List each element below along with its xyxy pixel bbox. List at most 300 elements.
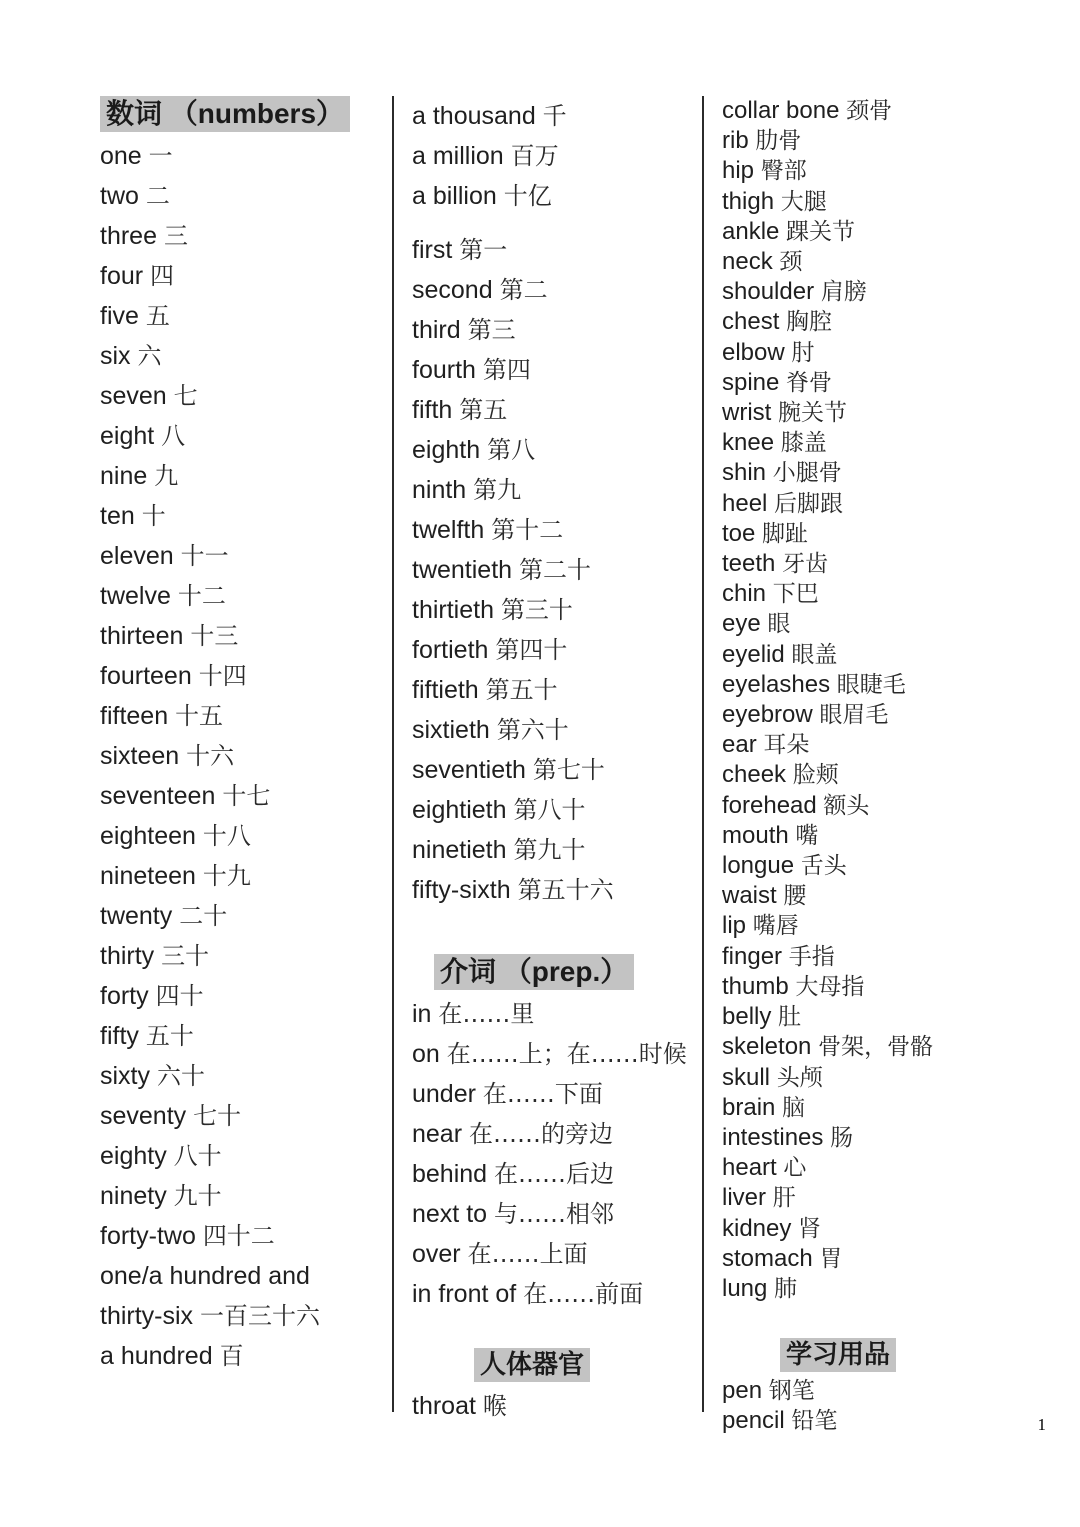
entry-english: one/a hundred and: [100, 1262, 310, 1291]
entry-chinese: 嘴唇: [752, 913, 799, 940]
entry-chinese: 头颅: [776, 1064, 823, 1091]
entry-english: a billion: [412, 182, 497, 210]
entry-english: shin: [722, 459, 767, 487]
vocabulary-entry: [100, 1296, 385, 1336]
vocabulary-entry: [412, 550, 697, 590]
vocabulary-entry: [412, 1194, 697, 1234]
entry-chinese: 二十: [179, 902, 228, 931]
entry-chinese: 五: [145, 302, 170, 331]
entry-english: eighteen: [100, 822, 196, 851]
entry-english: thirteen: [100, 622, 184, 651]
vocabulary-entry: [722, 156, 1022, 186]
entry-english: under: [412, 1080, 476, 1109]
vocabulary-entry: [722, 821, 1022, 851]
entry-english: seventieth: [412, 756, 526, 784]
vocabulary-entry: [100, 376, 385, 416]
vocabulary-entry: [412, 790, 697, 830]
vocabulary-entry: [412, 136, 697, 176]
vocabulary-entry: [412, 710, 697, 750]
entry-list-ordinals: [412, 230, 697, 910]
entry-chinese: 胸腔: [786, 309, 833, 336]
entry-chinese: 肚: [778, 1004, 802, 1031]
vocabulary-entry: [412, 1274, 697, 1314]
vocabulary-entry: [412, 1386, 697, 1426]
entry-english: chin: [722, 580, 767, 608]
entry-english: fifteen: [100, 702, 169, 731]
entry-chinese: 膝盖: [780, 430, 827, 457]
entry-chinese: 牙齿: [782, 551, 829, 578]
entry-english: kidney: [722, 1214, 792, 1242]
entry-english: nine: [100, 462, 148, 491]
entry-chinese: 眼眉毛: [819, 702, 889, 729]
entry-english: nineteen: [100, 862, 196, 891]
entry-english: ninth: [412, 476, 467, 504]
entry-chinese: 七十: [193, 1102, 242, 1131]
vocabulary-entry: [100, 296, 385, 336]
vocabulary-entry: [100, 136, 385, 176]
vocabulary-entry: [722, 760, 1022, 790]
vocabulary-entry: [722, 519, 1022, 549]
section-heading-body-organs-label: 人体器官: [474, 1348, 590, 1382]
vocabulary-entry: [100, 216, 385, 256]
entry-english: twenty: [100, 902, 173, 931]
entry-chinese: 喉: [482, 1391, 507, 1420]
entry-english: toe: [722, 519, 756, 547]
entry-english: sixty: [100, 1062, 150, 1091]
page-number: 1: [1037, 1415, 1046, 1434]
vocabulary-entry: [722, 700, 1022, 730]
vocabulary-entry: [722, 1214, 1022, 1244]
entry-english: thirtieth: [412, 596, 494, 624]
entry-chinese: 在……前面: [523, 1280, 644, 1309]
entry-chinese: 肩膀: [820, 279, 867, 306]
entry-english: ankle: [722, 217, 780, 245]
entry-chinese: 八十: [173, 1142, 222, 1171]
entry-chinese: 第五十: [485, 676, 558, 704]
entry-chinese: 铅笔: [791, 1408, 838, 1434]
vocabulary-entry: [100, 696, 385, 736]
entry-chinese: 二: [145, 182, 170, 211]
vocabulary-entry: [722, 277, 1022, 307]
vocabulary-entry: [722, 1376, 1022, 1406]
entry-chinese: 心: [783, 1155, 807, 1182]
vocabulary-entry: [412, 310, 697, 350]
entry-chinese: 十三: [190, 622, 239, 651]
entry-english: thumb: [722, 972, 789, 1000]
entry-chinese: 脚趾: [762, 520, 809, 547]
entry-chinese: 四: [150, 262, 175, 291]
vocabulary-entry: [722, 307, 1022, 337]
vocabulary-entry: [100, 1056, 385, 1096]
entry-chinese: 肝: [772, 1185, 796, 1212]
vocabulary-entry: [100, 856, 385, 896]
entry-english: heart: [722, 1154, 777, 1182]
vocabulary-entry: [412, 1234, 697, 1274]
entry-chinese: 在……下面: [482, 1080, 603, 1109]
vocabulary-column-2: [412, 96, 697, 1426]
entry-english: one: [100, 142, 142, 171]
entry-chinese: 十九: [202, 862, 251, 891]
entry-english: knee: [722, 429, 775, 457]
vocabulary-entry: [412, 176, 697, 216]
entry-chinese: 肾: [798, 1215, 822, 1242]
entry-english: fiftieth: [412, 676, 479, 704]
entry-english: skull: [722, 1063, 771, 1091]
column-divider-1: [392, 96, 394, 1412]
entry-chinese: 十二: [177, 582, 226, 611]
entry-english: intestines: [722, 1123, 824, 1151]
vocabulary-entry: [722, 791, 1022, 821]
entry-chinese: 颈: [779, 249, 803, 276]
vocabulary-entry: [722, 398, 1022, 428]
vocabulary-entry: [722, 187, 1022, 217]
entry-list-numbers-continued: [412, 96, 697, 216]
entry-english: teeth: [722, 550, 776, 578]
entry-chinese: 耳朵: [763, 732, 810, 759]
vocabulary-entry: [412, 1154, 697, 1194]
vocabulary-entry: [100, 776, 385, 816]
entry-english: sixteen: [100, 742, 180, 771]
entry-list-numbers: [100, 136, 385, 1376]
entry-english: finger: [722, 942, 783, 970]
entry-english: eighth: [412, 436, 481, 464]
entry-english: waist: [722, 882, 777, 910]
entry-english: near: [412, 1120, 463, 1149]
entry-english: fifty: [100, 1022, 139, 1051]
entry-chinese: 千: [542, 102, 567, 130]
entry-english: three: [100, 222, 157, 251]
entry-chinese: 五十: [145, 1022, 194, 1051]
vocabulary-column-1: [100, 96, 385, 1376]
section-heading-prepositions: [434, 954, 697, 990]
entry-chinese: 在……的旁边: [469, 1120, 613, 1149]
entry-chinese: 第五十六: [517, 876, 614, 904]
vocabulary-entry: [722, 942, 1022, 972]
vocabulary-entry: [412, 1114, 697, 1154]
entry-chinese: 十八: [202, 822, 251, 851]
vocabulary-entry: [412, 430, 697, 470]
vocabulary-entry: [412, 230, 697, 270]
entry-english: shoulder: [722, 278, 815, 306]
column-divider-2: [702, 96, 704, 1412]
entry-english: in front of: [412, 1280, 517, 1309]
entry-english: in: [412, 1000, 432, 1029]
group-spacer: [412, 216, 697, 230]
vocabulary-entry: [412, 630, 697, 670]
entry-english: twentieth: [412, 556, 513, 584]
vocabulary-column-3: [722, 96, 1022, 1436]
entry-chinese: 小腿骨: [772, 460, 842, 487]
entry-english: seventy: [100, 1102, 187, 1131]
entry-chinese: 脊骨: [786, 369, 833, 396]
entry-english: longue: [722, 852, 795, 880]
entry-english: brain: [722, 1093, 776, 1121]
vocabulary-entry: [722, 851, 1022, 881]
entry-chinese: 肋骨: [755, 128, 802, 155]
entry-chinese: 百: [219, 1342, 244, 1371]
vocabulary-entry: [100, 896, 385, 936]
entry-chinese: 眼盖: [791, 641, 838, 668]
section-heading-numbers: [100, 96, 385, 132]
entry-chinese: 大母指: [795, 973, 865, 1000]
entry-english: fortieth: [412, 636, 489, 664]
entry-english: a thousand: [412, 102, 536, 130]
entry-english: eyelid: [722, 640, 785, 668]
entry-english: skeleton: [722, 1033, 812, 1061]
entry-chinese: 脸颊: [792, 762, 839, 789]
entry-english: rib: [722, 127, 749, 155]
entry-chinese: 踝关节: [786, 218, 856, 245]
entry-english: cheek: [722, 761, 787, 789]
entry-english: eight: [100, 422, 155, 451]
vocabulary-entry: [100, 176, 385, 216]
entry-english: forty-two: [100, 1222, 196, 1251]
vocabulary-entry: [722, 1406, 1022, 1436]
vocabulary-entry: [100, 456, 385, 496]
vocabulary-entry: [100, 496, 385, 536]
entry-english: heel: [722, 489, 768, 517]
section-heading-numbers-label: 数词 （numbers）: [100, 96, 350, 132]
entry-chinese: 第九十: [513, 836, 586, 864]
entry-english: pencil: [722, 1407, 785, 1434]
entry-english: ten: [100, 502, 135, 531]
entry-chinese: 第四十: [495, 636, 568, 664]
entry-english: over: [412, 1240, 461, 1269]
entry-english: seven: [100, 382, 167, 411]
vocabulary-entry: [412, 510, 697, 550]
vocabulary-entry: [722, 730, 1022, 760]
entry-chinese: 十亿: [503, 182, 552, 210]
entry-english: pen: [722, 1376, 763, 1404]
vocabulary-entry: [100, 976, 385, 1016]
entry-chinese: 第三: [467, 316, 516, 344]
vocabulary-entry: [100, 1136, 385, 1176]
vocabulary-entry: [100, 1096, 385, 1136]
vocabulary-entry: [412, 470, 697, 510]
vocabulary-entry: [722, 1032, 1022, 1062]
entry-english: chest: [722, 308, 780, 336]
entry-chinese: 百万: [510, 142, 559, 170]
entry-english: eyebrow: [722, 701, 813, 729]
entry-english: fourth: [412, 356, 476, 384]
entry-english: sixtieth: [412, 716, 490, 744]
entry-chinese: 四十二: [202, 1222, 275, 1251]
vocabulary-entry: [722, 489, 1022, 519]
entry-chinese: 与……相邻: [494, 1200, 615, 1229]
vocabulary-entry: [722, 1123, 1022, 1153]
section-heading-school-supplies-label: 学习用品: [780, 1338, 896, 1372]
vocabulary-entry: [412, 270, 697, 310]
entry-chinese: 七: [173, 382, 198, 411]
entry-english: second: [412, 276, 493, 304]
entry-chinese: 第十二: [491, 516, 564, 544]
entry-chinese: 八: [161, 422, 186, 451]
vocabulary-entry: [100, 936, 385, 976]
vocabulary-entry: [412, 390, 697, 430]
entry-chinese: 嘴: [795, 822, 819, 849]
entry-chinese: 舌头: [800, 853, 847, 880]
vocabulary-entry: [100, 1336, 385, 1376]
entry-list-school-supplies: [722, 1376, 1022, 1436]
entry-chinese: 十五: [175, 702, 224, 731]
vocabulary-entry: [722, 458, 1022, 488]
entry-chinese: 骨架，骨骼: [818, 1034, 934, 1061]
entry-english: throat: [412, 1391, 476, 1420]
entry-english: eighty: [100, 1142, 167, 1171]
entry-chinese: 第一: [459, 236, 508, 264]
vocabulary-entry: [722, 579, 1022, 609]
vocabulary-entry: [412, 750, 697, 790]
entry-chinese: 后脚跟: [774, 490, 844, 517]
entry-chinese: 三十: [161, 942, 210, 971]
entry-english: thirty: [100, 942, 155, 971]
entry-english: lip: [722, 912, 747, 940]
entry-english: ear: [722, 731, 757, 759]
entry-chinese: 在……上面: [467, 1240, 588, 1269]
vocabulary-entry: [722, 368, 1022, 398]
entry-chinese: 臀部: [760, 158, 807, 185]
vocabulary-entry: [722, 428, 1022, 458]
vocabulary-entry: [100, 336, 385, 376]
entry-english: six: [100, 342, 131, 371]
entry-chinese: 第九: [473, 476, 522, 504]
entry-chinese: 第四: [482, 356, 531, 384]
entry-chinese: 脑: [782, 1094, 806, 1121]
vocabulary-entry: [722, 1274, 1022, 1304]
vocabulary-entry: [100, 616, 385, 656]
entry-english: fourteen: [100, 662, 192, 691]
entry-chinese: 六: [137, 342, 162, 371]
entry-english: eye: [722, 610, 761, 638]
entry-chinese: 额头: [823, 792, 870, 819]
vocabulary-entry: [722, 1093, 1022, 1123]
entry-chinese: 九: [154, 462, 179, 491]
entry-chinese: 下巴: [772, 581, 819, 608]
entry-english: lung: [722, 1274, 768, 1302]
entry-chinese: 第二十: [519, 556, 592, 584]
entry-chinese: 十四: [198, 662, 247, 691]
vocabulary-entry: [100, 1216, 385, 1256]
entry-english: hip: [722, 157, 755, 185]
entry-english: collar bone: [722, 97, 840, 124]
entry-chinese: 在……里: [438, 1000, 535, 1029]
group-spacer: [412, 1314, 697, 1348]
entry-english: elbow: [722, 338, 785, 366]
entry-chinese: 钢笔: [768, 1377, 815, 1404]
entry-english: seventeen: [100, 782, 216, 811]
entry-chinese: 肺: [774, 1275, 798, 1302]
vocabulary-entry: [100, 536, 385, 576]
vocabulary-entry: [100, 256, 385, 296]
entry-english: eleven: [100, 542, 174, 571]
entry-english: liver: [722, 1184, 767, 1212]
vocabulary-entry: [722, 1153, 1022, 1183]
vocabulary-entry: [412, 670, 697, 710]
entry-english: forty: [100, 982, 149, 1011]
entry-chinese: 腕关节: [778, 400, 847, 427]
entry-chinese: 三: [163, 222, 188, 251]
vocabulary-entry: [412, 1034, 697, 1074]
vocabulary-entry: [722, 217, 1022, 247]
entry-chinese: 十一: [180, 542, 229, 571]
section-heading-school-supplies: [780, 1338, 1022, 1372]
entry-chinese: 腰: [783, 883, 807, 910]
entry-english: fifth: [412, 396, 453, 424]
entry-chinese: 第五: [459, 396, 508, 424]
entry-chinese: 肠: [830, 1124, 854, 1151]
entry-chinese: 十七: [222, 782, 271, 811]
vocabulary-entry: [722, 670, 1022, 700]
entry-chinese: 在……上；在……时候: [446, 1040, 687, 1069]
entry-english: four: [100, 262, 144, 291]
entry-english: next to: [412, 1200, 488, 1229]
vocabulary-entry: [412, 994, 697, 1034]
entry-chinese: 一百三十六: [200, 1302, 321, 1331]
vocabulary-entry: [100, 656, 385, 696]
entry-chinese: 在……后边: [494, 1160, 615, 1189]
entry-english: spine: [722, 368, 780, 396]
entry-english: first: [412, 236, 453, 264]
entry-chinese: 十六: [186, 742, 235, 771]
entry-english: twelve: [100, 582, 171, 611]
entry-english: thigh: [722, 187, 775, 215]
entry-english: eyelashes: [722, 670, 831, 698]
vocabulary-entry: [100, 416, 385, 456]
entry-chinese: 眼睫毛: [836, 671, 906, 698]
entry-english: twelfth: [412, 516, 485, 544]
entry-chinese: 眼: [767, 611, 791, 638]
vocabulary-entry: [100, 736, 385, 776]
entry-chinese: 颈骨: [846, 98, 893, 124]
section-heading-body-organs: [474, 1348, 697, 1382]
vocabulary-entry: [722, 1244, 1022, 1274]
entry-english: mouth: [722, 821, 789, 849]
entry-chinese: 第八: [487, 436, 536, 464]
vocabulary-entry: [722, 640, 1022, 670]
vocabulary-entry: [722, 911, 1022, 941]
group-spacer: [412, 910, 697, 954]
entry-chinese: 一: [148, 142, 173, 171]
entry-chinese: 肘: [791, 339, 815, 366]
vocabulary-entry: [722, 338, 1022, 368]
vocabulary-entry: [722, 96, 1022, 126]
entry-english: forehead: [722, 791, 817, 819]
vocabulary-entry: [722, 1183, 1022, 1213]
entry-chinese: 大腿: [780, 188, 827, 215]
entry-chinese: 四十: [155, 982, 204, 1011]
entry-english: belly: [722, 1003, 772, 1031]
vocabulary-entry: [412, 96, 697, 136]
entry-english: on: [412, 1040, 440, 1069]
entry-chinese: 第八十: [513, 796, 586, 824]
entry-chinese: 第七十: [532, 756, 605, 784]
entry-english: two: [100, 182, 139, 211]
vocabulary-entry: [100, 816, 385, 856]
entry-english: ninety: [100, 1182, 167, 1211]
entry-english: ninetieth: [412, 836, 507, 864]
entry-english: behind: [412, 1160, 488, 1189]
entry-chinese: 第三十: [500, 596, 573, 624]
vocabulary-entry: [722, 609, 1022, 639]
section-heading-prepositions-label: 介词 （prep.）: [434, 954, 634, 990]
entry-english: neck: [722, 248, 773, 276]
entry-chinese: 九十: [173, 1182, 222, 1211]
entry-list-body-organs-continued: [722, 96, 1022, 1304]
vocabulary-entry: [722, 247, 1022, 277]
entry-english: wrist: [722, 399, 772, 427]
vocabulary-entry: [412, 590, 697, 630]
vocabulary-entry: [722, 881, 1022, 911]
